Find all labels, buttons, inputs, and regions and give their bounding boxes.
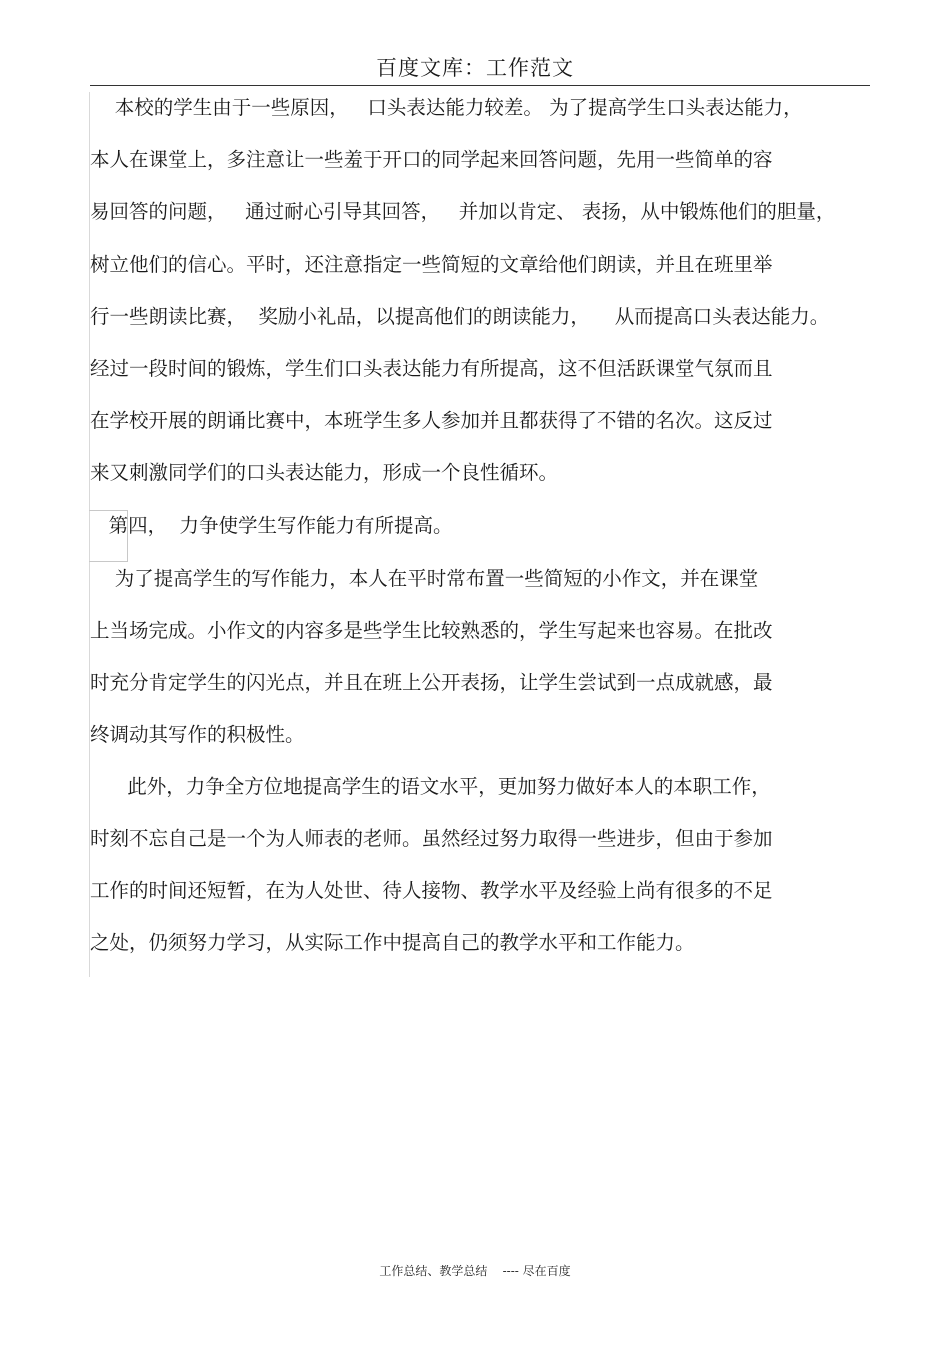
section-heading: 第四， 力争使学生写作能力有所提高。	[90, 514, 453, 537]
body-line: 经过一段时间的锻炼，学生们口头表达能力有所提高，这不但活跃课堂气氛而且	[90, 357, 773, 380]
body-line: 易回答的问题， 通过耐心引导其回答， 并加以肯定、 表扬，从中锻炼他们的胆量，	[90, 200, 836, 223]
body-line: 时刻不忘自己是一个为人师表的老师。虽然经过努力取得一些进步，但由于参加	[90, 827, 773, 850]
body-line: 终调动其写作的积极性。	[90, 723, 305, 746]
page-footer: 工作总结、教学总结 ---- 尽在百度	[379, 1264, 571, 1278]
body-line: 在学校开展的朗诵比赛中，本班学生多人参加并且都获得了不错的名次。这反过	[90, 409, 773, 432]
body-line: 来又刺激同学们的口头表达能力，形成一个良性循环。	[90, 461, 559, 484]
body-line: 为了提高学生的写作能力，本人在平时常布置一些简短的小作文，并在课堂	[90, 567, 759, 590]
body-line: 此外，力争全方位地提高学生的语文水平，更加努力做好本人的本职工作，	[90, 775, 771, 798]
body-line: 工作的时间还短暂，在为人处世、待人接物、教学水平及经验上尚有很多的不足	[90, 879, 773, 902]
body-line: 本人在课堂上，多注意让一些羞于开口的同学起来回答问题，先用一些简单的容	[90, 148, 773, 171]
body-line: 时充分肯定学生的闪光点，并且在班上公开表扬，让学生尝试到一点成就感，最	[90, 671, 773, 694]
body-line: 上当场完成。小作文的内容多是些学生比较熟悉的，学生写起来也容易。在批改	[90, 619, 773, 642]
body-line: 之处，仍须努力学习，从实际工作中提高自己的教学水平和工作能力。	[90, 931, 695, 954]
page-header-title: 百度文库：工作范文	[376, 56, 574, 80]
body-line: 行一些朗读比赛， 奖励小礼品，以提高他们的朗读能力， 从而提高口头表达能力。	[90, 305, 830, 328]
body-line: 树立他们的信心。平时，还注意指定一些简短的文章给他们朗读，并且在班里举	[90, 253, 773, 276]
body-line: 本校的学生由于一些原因， 口头表达能力较差。 为了提高学生口头表达能力，	[90, 96, 803, 119]
header-divider	[90, 85, 870, 86]
